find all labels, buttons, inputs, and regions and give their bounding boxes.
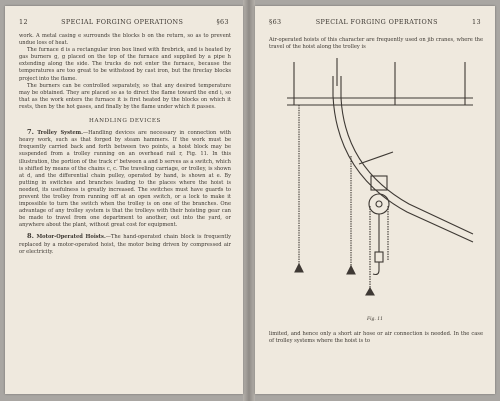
paragraph-burners: The burners can be controlled separately, so that any desired temperature may be obtained. They are placed so as to direct the flame toward the end i, so that as the work enters the furnace it is first heated by the blocks on which it rests, then by the hot gases, and finally by the flame under which it passes. <box>19 82 231 110</box>
left-running-title: SPECIAL FORGING OPERATIONS <box>61 18 184 26</box>
trolley-figure-illustration <box>267 56 483 324</box>
item-heading-motor: Motor-Operated Hoists. <box>36 234 106 241</box>
item-number-8: 8. <box>27 232 34 241</box>
hook-block <box>375 252 383 262</box>
right-page-number: 13 <box>472 18 481 26</box>
chain-weight-right <box>347 266 355 274</box>
left-page-number: 12 <box>19 18 28 26</box>
curved-branch-track <box>333 76 473 242</box>
paragraph-furnace: The furnace d is a rectangular iron box lined with firebrick, and is heated by gas burners g, g placed on the top of the furnace and supplied by a pipe h extending along the side. The trucks do not enter the furnace, because the temperatures are too great to be withstood by cast iron, but the fireclay blocks project into the flame. <box>19 47 231 82</box>
section-heading-handling-devices: HANDLING DEVICES <box>89 118 161 125</box>
paragraph-continuation: work. A metal casing e surrounds the blocks b on the return, so as to prevent undue loss of heat. <box>19 33 231 47</box>
item-text-trolley: —Handling devices are necessary in connection with heavy work, such as that forged by steam hammers. If the work must be frequently carried back and forth between two points, a hoist block may be suspended from a trolley running on an overhead rail r, Fig. 11. In this illustration, the portion of the track r' between a and b serves as a switch, which is shifted by means of the chains c, c. The traveling carriage, or trolley, is shown at d, and the differential chain pulley, operated by hand, is shown at e. By putting in switches and branches leading to the places where the hoist is needed, its usefulness is greatly increased. The switches must have guards to prevent the trolley from running off at an open switch, or a lock to make it impossible to turn the switch when the trolley is on one of the branches. One advantage of any trolley system is that the trolleys with their hoisting gear can be made to travel from one department to another, out into the yard, or anywhere about the plant, without great cost for equipment. <box>19 130 231 229</box>
tail-paragraph: limited, and hence only a short air hose or air connection is needed. In the case of trolley systems where the hoist is to <box>269 331 483 345</box>
chain-weight-hoist <box>366 288 374 295</box>
book-gutter <box>243 0 255 401</box>
switch-bar <box>359 152 393 164</box>
paragraph-motor-hoists <box>19 233 231 255</box>
differential-chain-pulley <box>369 194 389 214</box>
hook <box>373 262 379 275</box>
left-page <box>5 6 243 394</box>
right-running-head <box>269 18 481 26</box>
left-body-text <box>19 33 231 256</box>
left-running-head <box>19 18 229 26</box>
paragraph-lead: work. <box>19 33 34 39</box>
chain-weight-left <box>295 264 303 272</box>
right-page <box>255 6 495 394</box>
figure-caption: Fig. 11 <box>366 317 384 322</box>
left-section-mark: §63 <box>216 18 229 26</box>
paragraph-trolley-system <box>19 129 231 229</box>
right-running-title: SPECIAL FORGING OPERATIONS <box>315 18 438 26</box>
right-intro-text <box>269 37 483 51</box>
right-section-mark: §63 <box>269 18 282 26</box>
right-tail-text <box>269 331 483 345</box>
item-heading-trolley: Trolley System. <box>37 130 83 137</box>
curved-branch-track-inner <box>341 76 473 234</box>
intro-paragraph: Air-operated hoists of this character are frequently used on jib cranes, where the travel of the hoist along the trolley is <box>269 37 483 51</box>
item-text-motor: —The hand-operated chain block is frequently replaced by a motor-operated hoist, the motor being driven by compressed air or electricity. <box>19 234 231 255</box>
item-number-7: 7. <box>27 128 34 137</box>
